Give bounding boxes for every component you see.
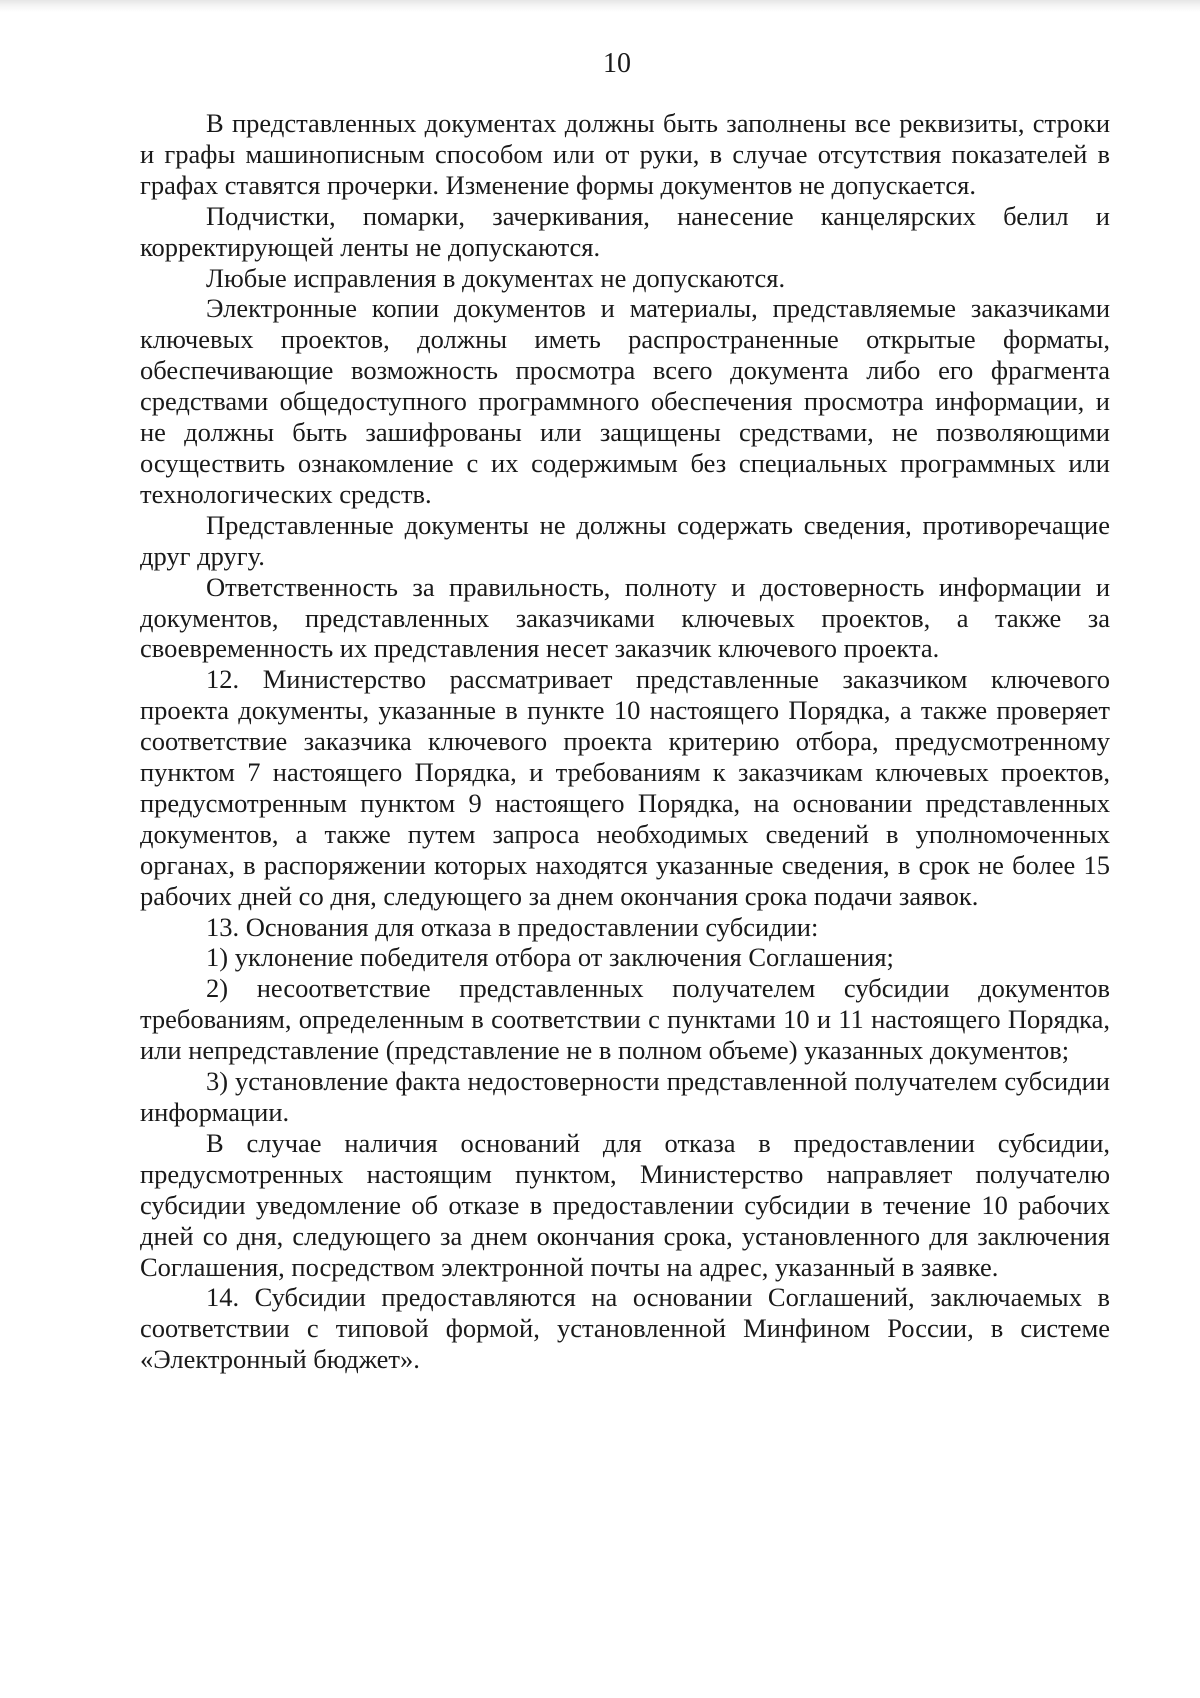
paragraph-item-13-3: 3) установление факта недостоверности представленной получателем субсидии информации. — [140, 1066, 1110, 1127]
paragraph-refusal-notice: В случае наличия оснований для отказа в предоставлении субсидии, предусмотренных настоящим пунктом, Министерство направляет получателю субсидии уведомление об отказе в предоставлении субсидии в течение 10 рабочих дней со дня, следующего за днем окончания срока, установленного для заключения Соглашения, посредством электронной почты на адрес, указанный в заявке. — [140, 1127, 1110, 1282]
document-body — [140, 108, 1110, 1375]
paragraph-no-contradictions: Представленные документы не должны содержать сведения, противоречащие друг другу. — [140, 509, 1110, 571]
paragraph-requisites: В представленных документах должны быть заполнены все реквизиты, строки и графы машинописным способом или от руки, в случае отсутствия показателей в графах ставятся прочерки. Изменение формы документов не допускается. — [140, 108, 1110, 200]
paragraph-item-13-1: 1) уклонение победителя отбора от заключения Соглашения; — [206, 942, 894, 973]
scan-edge — [0, 0, 1200, 12]
paragraph-item-13: 13. Основания для отказа в предоставлении субсидии: — [206, 911, 819, 942]
page-number: 10 — [603, 48, 631, 79]
paragraph-item-13-2: 2) несоответствие представленных получателем субсидии документов требованиям, определенным в соответствии с пунктами 10 и 11 настоящего Порядка, или непредставление (представление не в полном объеме) указанных документов; — [140, 973, 1110, 1066]
paragraph-responsibility: Ответственность за правильность, полноту и достоверность информации и документов, представленных заказчиками ключевых проектов, а также за своевременность их представления несет заказчик ключевого проекта. — [140, 571, 1110, 664]
paragraph-item-12: 12. Министерство рассматривает представленные заказчиком ключевого проекта документы, указанные в пункте 10 настоящего Порядка, а также проверяет соответствие заказчика ключевого проекта критерию отбора, предусмотренному пунктом 7 настоящего Порядка, и требованиям к заказчикам ключевых проектов, предусмотренным пунктом 9 настоящего Порядка, на основании представленных документов, а также путем запроса необходимых сведений в уполномоченных органах, в распоряжении которых находятся указанные сведения, в срок не более 15 рабочих дней со дня, следующего за днем окончания срока подачи заявок. — [140, 664, 1110, 911]
paragraph-corrections: Любые исправления в документах не допускаются. — [206, 262, 786, 293]
paragraph-item-14: 14. Субсидии предоставляются на основании Соглашений, заключаемых в соответствии с типовой формой, установленной Минфином России, в системе «Электронный бюджет». — [140, 1282, 1110, 1375]
paragraph-erasures: Подчистки, помарки, зачеркивания, нанесение канцелярских белил и корректирующей ленты не допускаются. — [140, 200, 1110, 262]
paragraph-electronic-copies: Электронные копии документов и материалы, представляемые заказчиками ключевых проектов, должны иметь распространенные открытые форматы, обеспечивающие возможность просмотра всего документа либо его фрагмента средствами общедоступного программного обеспечения просмотра информации, и не должны быть зашифрованы или защищены средствами, не позволяющими осуществить ознакомление с их содержимым без специальных программных или технологических средств. — [140, 293, 1110, 509]
